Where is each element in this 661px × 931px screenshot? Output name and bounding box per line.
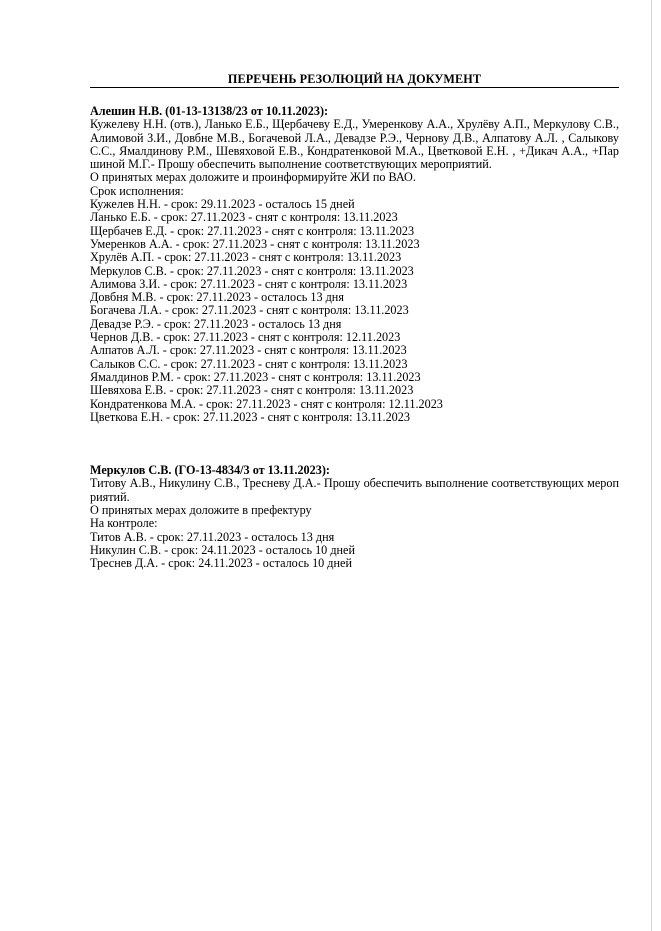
deadline-item: Никулин С.В. - срок: 24.11.2023 - осталось 10 дней: [90, 542, 355, 557]
deadline-item: Титов А.В. - срок: 27.11.2023 - осталось 13 дня: [90, 529, 335, 544]
document-title: ПЕРЕЧЕНЬ РЕЗОЛЮЦИЙ НА ДОКУМЕНТ: [90, 72, 619, 88]
deadline-item: Шевяхова Е.В. - срок: 27.11.2023 - снят с контроля: 13.11.2023: [90, 383, 414, 398]
deadline-item: Чернов Д.В. - срок: 27.11.2023 - снят с контроля: 12.11.2023: [90, 330, 401, 345]
deadline-item: Девадзе Р.Э. - срок: 27.11.2023 - осталось 13 дня: [90, 316, 342, 331]
deadline-list-label: Срок исполнения:: [90, 183, 184, 198]
document-page: [90, 72, 619, 571]
deadline-item: Ямалдинов Р.М. - срок: 27.11.2023 - снят с контроля: 13.11.2023: [90, 369, 421, 384]
deadline-item: Довбня М.В. - срок: 27.11.2023 - осталось 13 дня: [90, 290, 344, 305]
resolution-instruction: О принятых мерах доложите в префектуру: [90, 503, 312, 518]
resolution-instruction: О принятых мерах доложите и проинформируйте ЖИ по ВАО.: [90, 170, 416, 185]
deadline-item: Ланько Е.Б. - срок: 27.11.2023 - снят с контроля: 13.11.2023: [90, 210, 398, 225]
deadline-item: Кужелев Н.Н. - срок: 29.11.2023 - осталось 15 дней: [90, 197, 355, 212]
deadline-item: Меркулов С.В. - срок: 27.11.2023 - снят с контроля: 13.11.2023: [90, 263, 414, 278]
page-edge-divider: [651, 0, 652, 931]
deadline-item: Кондратенкова М.А. - срок: 27.11.2023 - снят с контроля: 12.11.2023: [90, 396, 443, 411]
resolution-block: [90, 105, 619, 424]
resolution-text: Титову А.В., Никулину С.В., Тресневу Д.А.- Прошу обеспечить выполнение соответствующих мероприятий.: [90, 476, 619, 504]
resolution-header: Меркулов С.В. (ГО-13-4834/3 от 13.11.2023):: [90, 463, 330, 478]
deadline-item: Щербачев Е.Д. - срок: 27.11.2023 - снят с контроля: 13.11.2023: [90, 223, 415, 238]
deadline-list-label: На контроле:: [90, 516, 158, 531]
deadline-item: Салыков С.С. - срок: 27.11.2023 - снят с контроля: 13.11.2023: [90, 356, 408, 371]
deadline-item: Богачева Л.А. - срок: 27.11.2023 - снят с контроля: 13.11.2023: [90, 303, 409, 318]
deadline-item: Цветкова Е.Н. - срок: 27.11.2023 - снят с контроля: 13.11.2023: [90, 409, 410, 424]
deadline-item: Треснев Д.А. - срок: 24.11.2023 - осталось 10 дней: [90, 556, 352, 571]
deadline-list: [90, 198, 619, 424]
resolution-text: Кужелеву Н.Н. (отв.), Ланько Е.Б., Щербачеву Е.Д., Умеренкову А.А., Хрулёву А.П., Меркулову С.В., Алимовой З.И., Довбне М.В., Богачевой Л.А., Девадзе Р.Э., Чернову Д.В., Алпатову А.Л. , Салыкову С.С., Ямалдинову Р.М., Шевяховой Е.В., Кондратенковой М.А., Цветковой Е.Н. , +Дикач А.А., +Паршиной М.Г.- Прошу обеспечить выполнение соответствующих мероприятий.: [90, 117, 619, 172]
resolution-block: [90, 464, 619, 570]
deadline-item: Умеренков А.А. - срок: 27.11.2023 - снят с контроля: 13.11.2023: [90, 236, 420, 251]
deadline-list: [90, 531, 619, 571]
deadline-item: Алпатов А.Л. - срок: 27.11.2023 - снят с контроля: 13.11.2023: [90, 343, 407, 358]
deadline-item: Алимова З.И. - срок: 27.11.2023 - снят с контроля: 13.11.2023: [90, 276, 408, 291]
deadline-item: Хрулёв А.П. - срок: 27.11.2023 - снят с контроля: 13.11.2023: [90, 250, 402, 265]
resolution-header: Алешин Н.В. (01-13-13138/23 от 10.11.2023):: [90, 104, 329, 118]
